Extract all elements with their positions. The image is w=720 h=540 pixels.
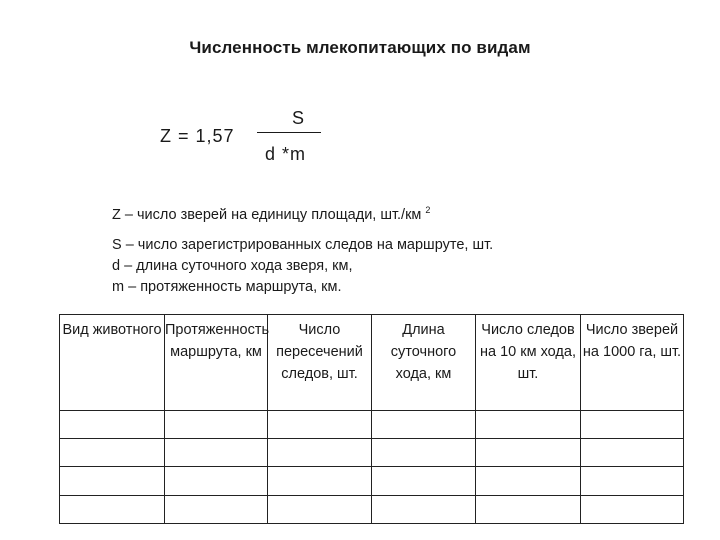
table-cell xyxy=(268,467,372,495)
table-cell xyxy=(60,467,165,495)
header-species: Вид животного xyxy=(60,315,165,411)
table-cell xyxy=(165,439,268,467)
table-cell xyxy=(60,410,165,438)
table-header-row xyxy=(60,315,684,411)
variable-definitions xyxy=(112,205,493,298)
header-animals-per-1000ha: Число зверей на 1000 га, шт. xyxy=(581,315,684,411)
table-cell xyxy=(581,439,684,467)
table-cell xyxy=(60,439,165,467)
table-row xyxy=(60,439,684,467)
formula-denominator: d *m xyxy=(265,144,307,164)
table-cell xyxy=(476,467,581,495)
density-formula xyxy=(160,104,360,164)
table-row xyxy=(60,410,684,438)
table-row xyxy=(60,467,684,495)
header-track-crossings: Число пересечений следов, шт. xyxy=(268,315,372,411)
table-cell xyxy=(268,439,372,467)
table-cell xyxy=(372,495,476,523)
mammal-count-table xyxy=(59,314,684,524)
table-cell xyxy=(268,495,372,523)
table-cell xyxy=(476,410,581,438)
table-cell xyxy=(581,410,684,438)
definition-s: S – число зарегистрированных следов на маршруте, шт. xyxy=(112,237,494,253)
definition-d: d – длина суточного хода зверя, км, xyxy=(112,258,353,274)
definition-z: Z – число зверей на единицу площади, шт./км $^2$ xyxy=(112,205,431,223)
table-cell xyxy=(165,467,268,495)
superscript-2: 2 xyxy=(425,205,431,215)
table-cell xyxy=(372,439,476,467)
table-cell xyxy=(165,410,268,438)
table-cell xyxy=(60,495,165,523)
table-cell xyxy=(372,467,476,495)
table-cell xyxy=(268,410,372,438)
table-row xyxy=(60,495,684,523)
page-title: Численность млекопитающих по видам xyxy=(189,38,531,57)
header-route-length: Протяженность маршрута, км xyxy=(165,315,268,411)
table-cell xyxy=(581,495,684,523)
header-tracks-per-10km: Число следов на 10 км хода, шт. xyxy=(476,315,581,411)
header-daily-range: Длина суточного хода, км xyxy=(372,315,476,411)
definition-m: m – протяженность маршрута, км. xyxy=(112,279,342,295)
table-cell xyxy=(476,495,581,523)
formula-lhs: Z = 1,57 xyxy=(160,126,235,146)
table-cell xyxy=(165,495,268,523)
table-cell xyxy=(476,439,581,467)
fraction-bar xyxy=(257,132,321,133)
formula-numerator: S xyxy=(291,108,304,128)
table-cell xyxy=(372,410,476,438)
table-cell xyxy=(581,467,684,495)
